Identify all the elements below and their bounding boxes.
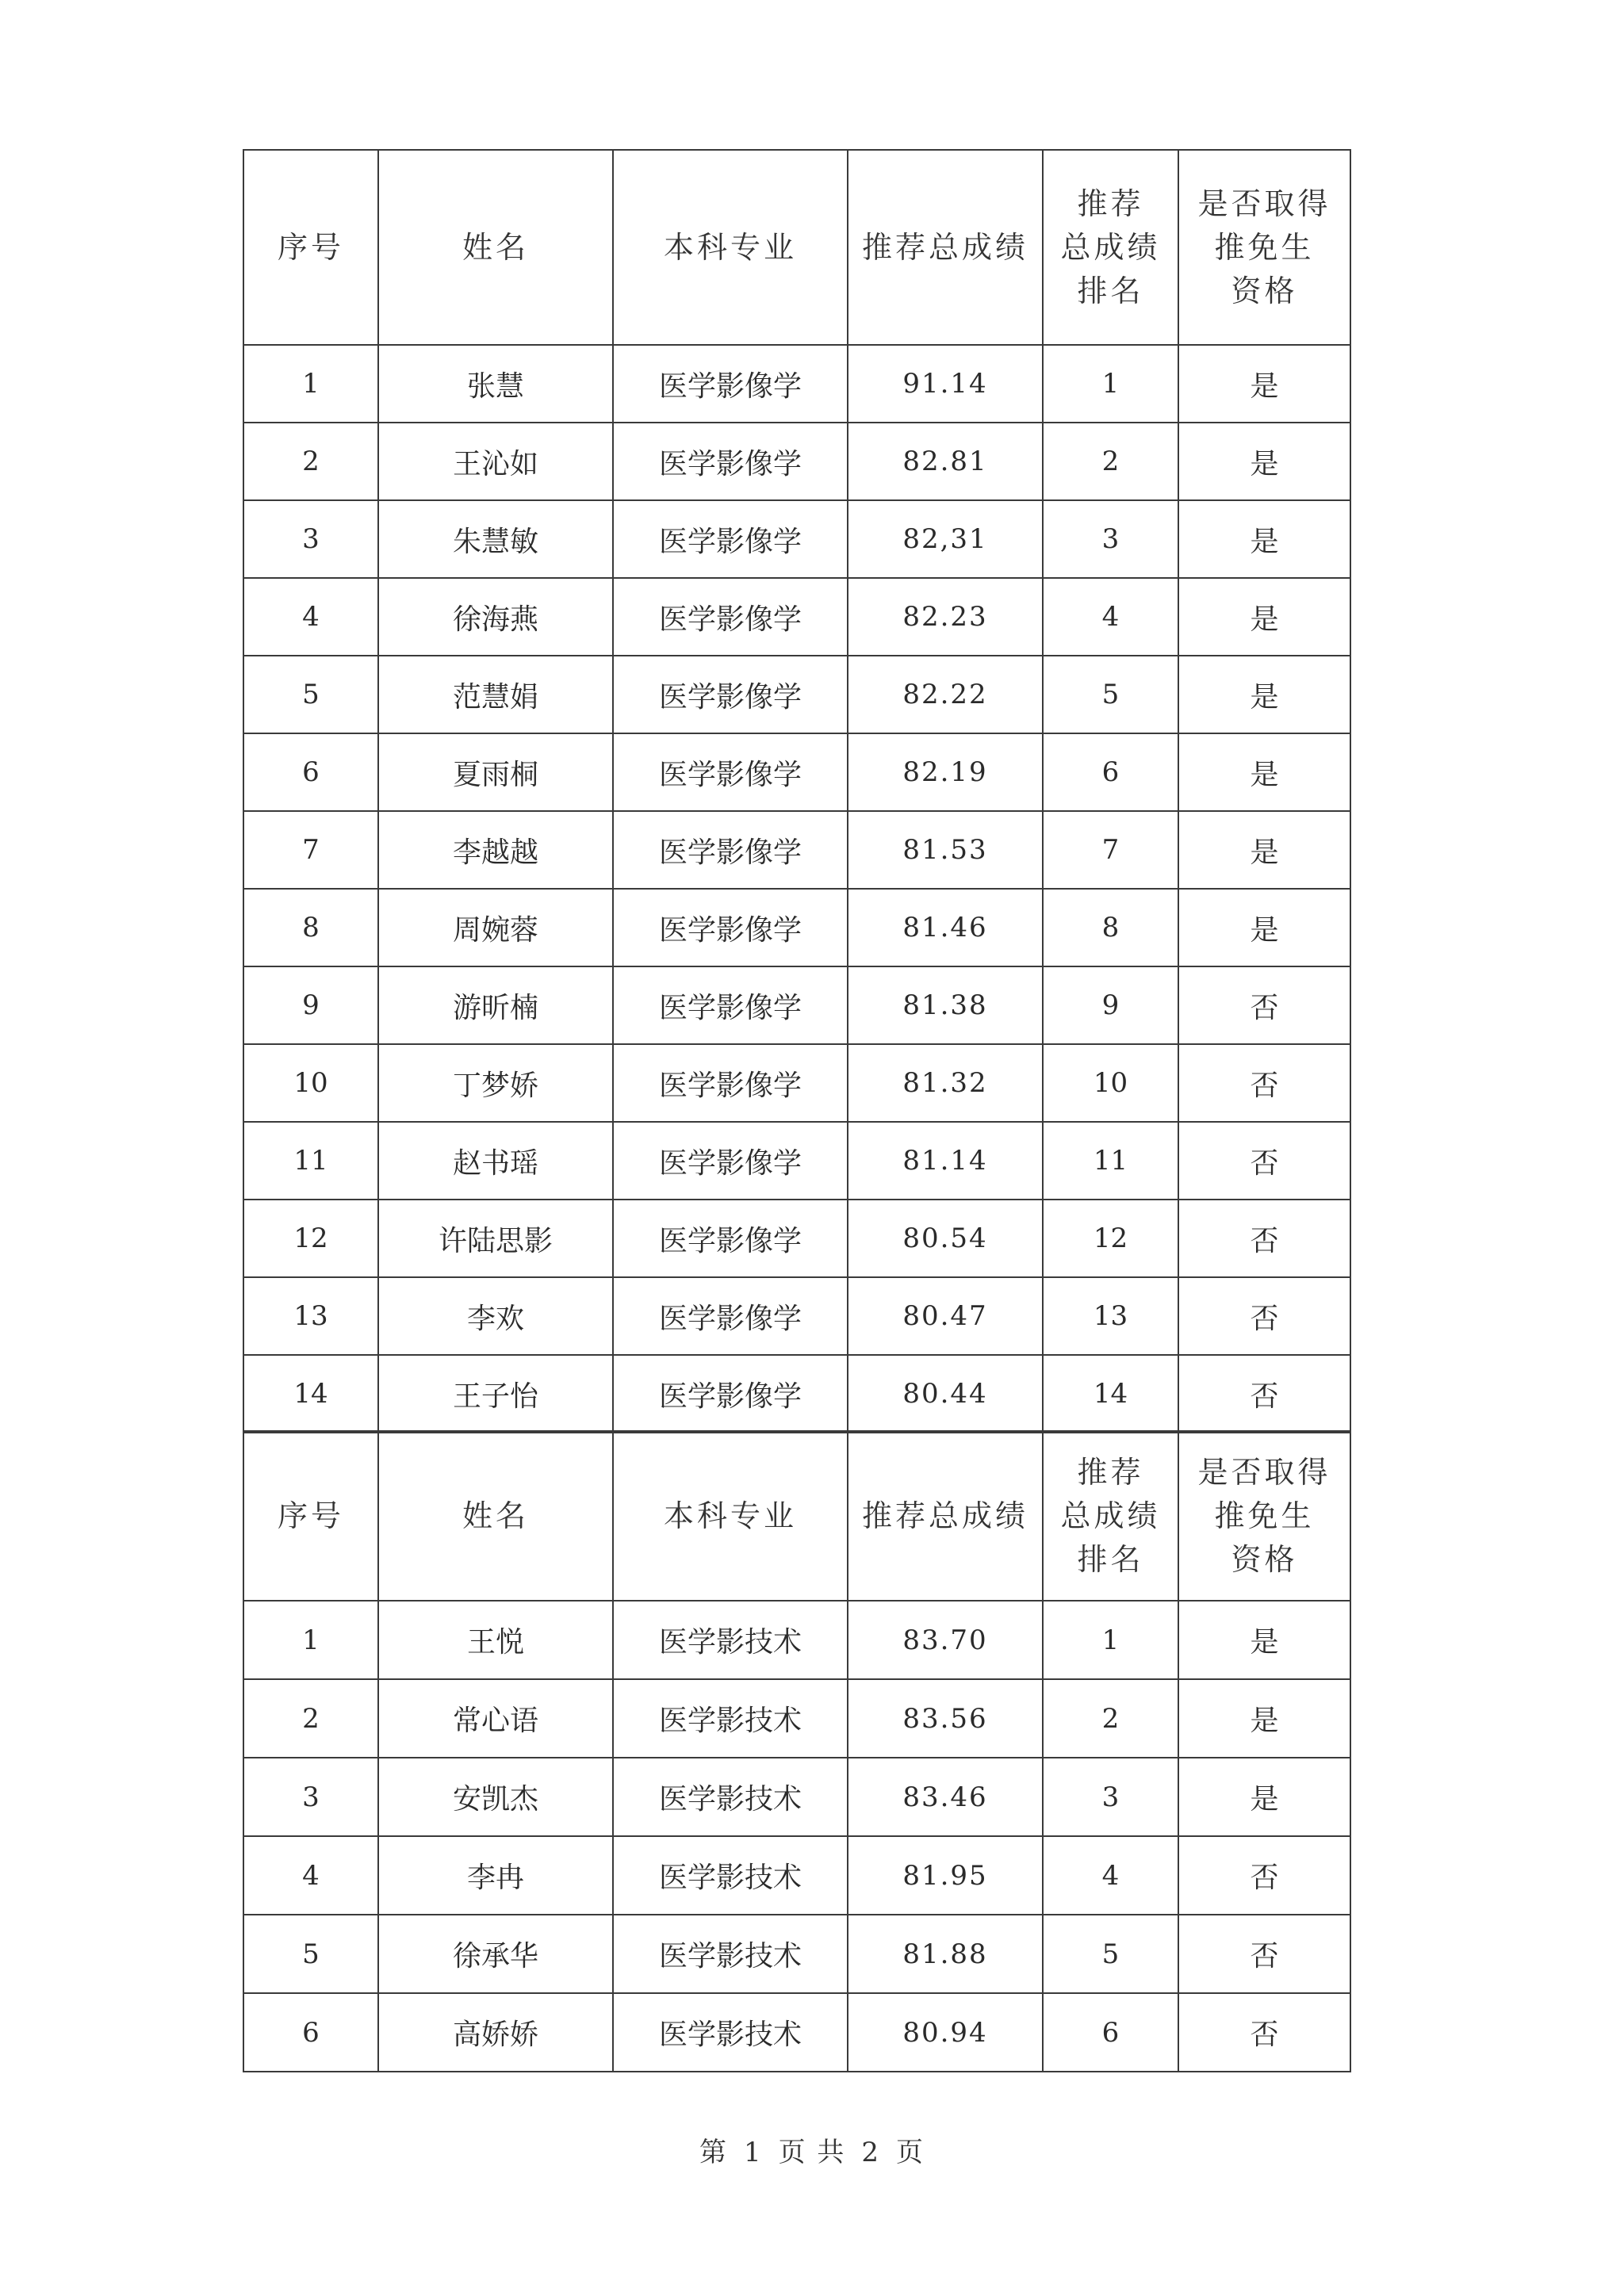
cell-seq: 5 [243,1915,378,1993]
cell-rank: 5 [1043,656,1178,733]
cell-name: 赵书瑶 [378,1122,613,1200]
table-row [243,423,1350,500]
cell-name: 王悦 [378,1601,613,1679]
cell-seq: 6 [243,733,378,811]
cell-score: 81.14 [848,1122,1043,1200]
cell-major: 医学影技术 [613,1601,848,1679]
table-header-row [243,1431,1350,1601]
footer-middle: 页 共 [778,2137,846,2168]
cell-qualified: 是 [1178,500,1350,578]
cell-rank: 5 [1043,1915,1178,1993]
table-row [243,733,1350,811]
cell-qualified: 是 [1178,423,1350,500]
cell-major: 医学影像学 [613,1122,848,1200]
cell-name: 李冉 [378,1836,613,1915]
cell-qualified: 否 [1178,1355,1350,1433]
cell-qualified: 是 [1178,656,1350,733]
cell-rank: 2 [1043,1679,1178,1758]
header-rank: 推荐 总成绩 排名 [1043,150,1178,345]
cell-score: 81.88 [848,1915,1043,1993]
cell-seq: 7 [243,811,378,889]
header-rank: 推荐 总成绩 排名 [1043,1431,1178,1601]
cell-major: 医学影技术 [613,1758,848,1836]
table-row [243,1200,1350,1277]
cell-rank: 9 [1043,966,1178,1044]
cell-major: 医学影像学 [613,889,848,966]
cell-major: 医学影像学 [613,578,848,656]
cell-major: 医学影像学 [613,1200,848,1277]
table-row [243,1277,1350,1355]
cell-seq: 2 [243,423,378,500]
cell-rank: 6 [1043,733,1178,811]
cell-score: 81.38 [848,966,1043,1044]
table-row [243,1355,1350,1433]
cell-major: 医学影技术 [613,1679,848,1758]
header-major: 本科专业 [613,1431,848,1601]
cell-seq: 1 [243,1601,378,1679]
footer-page-number: 1 [743,2137,763,2168]
cell-rank: 3 [1043,500,1178,578]
table-row [243,1122,1350,1200]
cell-score: 82.81 [848,423,1043,500]
cell-rank: 2 [1043,423,1178,500]
cell-seq: 11 [243,1122,378,1200]
ranking-table-technology [243,1430,1351,2072]
cell-rank: 12 [1043,1200,1178,1277]
cell-rank: 3 [1043,1758,1178,1836]
cell-score: 82,31 [848,500,1043,578]
cell-name: 徐承华 [378,1915,613,1993]
header-name: 姓名 [378,1431,613,1601]
cell-score: 80.44 [848,1355,1043,1433]
ranking-table-imaging [243,149,1351,1433]
cell-qualified: 否 [1178,1915,1350,1993]
table-row [243,1993,1350,2072]
cell-seq: 2 [243,1679,378,1758]
cell-name: 李欢 [378,1277,613,1355]
table-row [243,1915,1350,1993]
cell-major: 医学影技术 [613,1915,848,1993]
cell-seq: 5 [243,656,378,733]
cell-score: 81.95 [848,1836,1043,1915]
cell-qualified: 否 [1178,1044,1350,1122]
cell-name: 王子怡 [378,1355,613,1433]
cell-score: 81.46 [848,889,1043,966]
table-row [243,1679,1350,1758]
cell-score: 91.14 [848,345,1043,423]
cell-rank: 7 [1043,811,1178,889]
cell-qualified: 是 [1178,1601,1350,1679]
cell-name: 李越越 [378,811,613,889]
cell-major: 医学影像学 [613,1355,848,1433]
header-qualified: 是否取得 推免生 资格 [1178,1431,1350,1601]
cell-name: 夏雨桐 [378,733,613,811]
cell-major: 医学影像学 [613,345,848,423]
cell-major: 医学影像学 [613,423,848,500]
table-row [243,1758,1350,1836]
cell-major: 医学影像学 [613,1044,848,1122]
cell-score: 80.54 [848,1200,1043,1277]
cell-seq: 12 [243,1200,378,1277]
table-row [243,889,1350,966]
cell-seq: 4 [243,578,378,656]
cell-score: 80.94 [848,1993,1043,2072]
cell-qualified: 是 [1178,733,1350,811]
cell-major: 医学影像学 [613,811,848,889]
cell-name: 游昕楠 [378,966,613,1044]
cell-major: 医学影技术 [613,1993,848,2072]
cell-name: 安凯杰 [378,1758,613,1836]
footer-total-pages: 2 [861,2137,881,2168]
cell-score: 81.53 [848,811,1043,889]
cell-rank: 6 [1043,1993,1178,2072]
header-score: 推荐总成绩 [848,150,1043,345]
cell-major: 医学影像学 [613,733,848,811]
cell-seq: 14 [243,1355,378,1433]
cell-seq: 3 [243,1758,378,1836]
cell-rank: 10 [1043,1044,1178,1122]
table-row [243,1836,1350,1915]
cell-name: 周婉蓉 [378,889,613,966]
table-row [243,1601,1350,1679]
cell-qualified: 是 [1178,811,1350,889]
header-seq: 序号 [243,150,378,345]
cell-seq: 6 [243,1993,378,2072]
cell-major: 医学影像学 [613,500,848,578]
cell-score: 82.19 [848,733,1043,811]
cell-seq: 1 [243,345,378,423]
cell-major: 医学影像学 [613,1277,848,1355]
table-row [243,656,1350,733]
header-major: 本科专业 [613,150,848,345]
table-row [243,811,1350,889]
cell-major: 医学影像学 [613,656,848,733]
cell-qualified: 否 [1178,1836,1350,1915]
header-score: 推荐总成绩 [848,1431,1043,1601]
cell-name: 许陆思影 [378,1200,613,1277]
cell-rank: 13 [1043,1277,1178,1355]
table-row [243,1044,1350,1122]
cell-rank: 4 [1043,578,1178,656]
cell-score: 81.32 [848,1044,1043,1122]
cell-rank: 1 [1043,1601,1178,1679]
cell-seq: 8 [243,889,378,966]
cell-name: 丁梦娇 [378,1044,613,1122]
cell-qualified: 是 [1178,1758,1350,1836]
cell-rank: 11 [1043,1122,1178,1200]
cell-seq: 4 [243,1836,378,1915]
cell-seq: 3 [243,500,378,578]
table-row [243,345,1350,423]
header-seq: 序号 [243,1431,378,1601]
cell-qualified: 否 [1178,1200,1350,1277]
cell-major: 医学影像学 [613,966,848,1044]
table-row [243,578,1350,656]
cell-qualified: 否 [1178,1277,1350,1355]
cell-seq: 10 [243,1044,378,1122]
cell-score: 83.56 [848,1679,1043,1758]
footer-suffix: 页 [896,2137,925,2168]
cell-qualified: 是 [1178,578,1350,656]
cell-name: 张慧 [378,345,613,423]
cell-name: 常心语 [378,1679,613,1758]
table-row [243,500,1350,578]
cell-rank: 4 [1043,1836,1178,1915]
page-footer [0,2130,1624,2169]
cell-score: 83.70 [848,1601,1043,1679]
cell-rank: 8 [1043,889,1178,966]
cell-rank: 1 [1043,345,1178,423]
table-header-row [243,150,1350,345]
cell-name: 范慧娟 [378,656,613,733]
cell-name: 高娇娇 [378,1993,613,2072]
cell-qualified: 否 [1178,1122,1350,1200]
footer-prefix: 第 [699,2137,728,2168]
cell-qualified: 否 [1178,1993,1350,2072]
cell-score: 83.46 [848,1758,1043,1836]
cell-rank: 14 [1043,1355,1178,1433]
cell-qualified: 是 [1178,1679,1350,1758]
cell-seq: 9 [243,966,378,1044]
cell-name: 朱慧敏 [378,500,613,578]
header-name: 姓名 [378,150,613,345]
cell-major: 医学影技术 [613,1836,848,1915]
table-row [243,966,1350,1044]
cell-qualified: 是 [1178,345,1350,423]
cell-score: 80.47 [848,1277,1043,1355]
cell-score: 82.22 [848,656,1043,733]
header-qualified: 是否取得 推免生 资格 [1178,150,1350,345]
cell-score: 82.23 [848,578,1043,656]
cell-name: 王沁如 [378,423,613,500]
cell-name: 徐海燕 [378,578,613,656]
cell-qualified: 是 [1178,889,1350,966]
cell-seq: 13 [243,1277,378,1355]
cell-qualified: 否 [1178,966,1350,1044]
